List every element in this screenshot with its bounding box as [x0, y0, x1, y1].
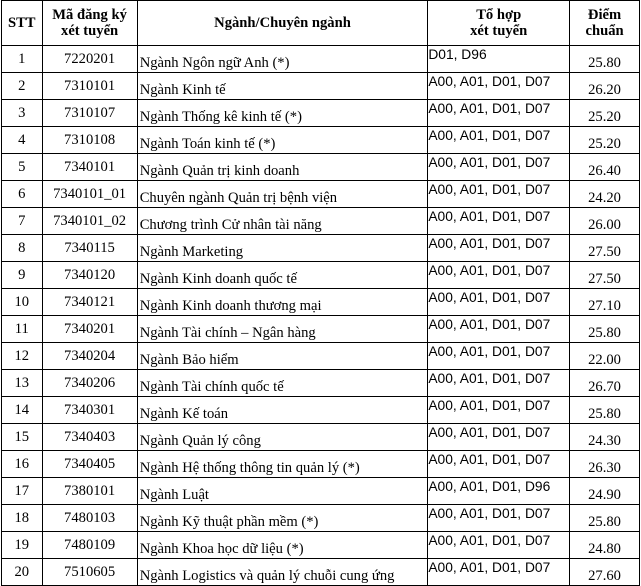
table-row	[2, 262, 640, 289]
table-row	[2, 532, 640, 559]
cell-cutoff-score: 26.30	[570, 451, 640, 478]
cell-major: Ngành Khoa học dữ liệu (*)	[137, 532, 428, 559]
cell-subject-combination: A00, A01, D01, D07	[428, 262, 570, 289]
table-row	[2, 370, 640, 397]
header-subject-combination	[428, 1, 570, 46]
cell-subject-combination: A00, A01, D01, D07	[428, 532, 570, 559]
cell-registration-code: 7380101	[42, 478, 137, 505]
cell-cutoff-score: 24.20	[570, 181, 640, 208]
cell-major: Ngành Bảo hiểm	[137, 343, 428, 370]
cell-registration-code: 7310107	[42, 100, 137, 127]
table-row	[2, 559, 640, 586]
cell-subject-combination: A00, A01, D01, D07	[428, 289, 570, 316]
header-tohop-line2: xét tuyển	[470, 23, 528, 39]
cell-cutoff-score: 24.80	[570, 532, 640, 559]
cell-registration-code: 7310108	[42, 127, 137, 154]
cell-major: Ngành Kế toán	[137, 397, 428, 424]
cell-stt: 18	[2, 505, 43, 532]
cell-stt: 16	[2, 451, 43, 478]
cell-registration-code: 7340115	[42, 235, 137, 262]
cell-cutoff-score: 27.50	[570, 235, 640, 262]
cell-major: Ngành Thống kê kinh tế (*)	[137, 100, 428, 127]
cell-major: Ngành Kỹ thuật phần mềm (*)	[137, 505, 428, 532]
cell-stt: 6	[2, 181, 43, 208]
cell-major: Ngành Kinh doanh thương mại	[137, 289, 428, 316]
cell-major: Ngành Luật	[137, 478, 428, 505]
cell-stt: 2	[2, 73, 43, 100]
cell-registration-code: 7310101	[42, 73, 137, 100]
cell-stt: 19	[2, 532, 43, 559]
cell-major: Ngành Quản trị kinh doanh	[137, 154, 428, 181]
cell-cutoff-score: 25.80	[570, 505, 640, 532]
cell-cutoff-score: 25.20	[570, 127, 640, 154]
cell-registration-code: 7340403	[42, 424, 137, 451]
table-row	[2, 154, 640, 181]
cell-subject-combination: A00, A01, D01, D07	[428, 343, 570, 370]
cell-subject-combination: A00, A01, D01, D07	[428, 127, 570, 154]
cell-major: Ngành Toán kinh tế (*)	[137, 127, 428, 154]
header-ma-line1: Mã đăng ký	[52, 7, 127, 23]
table-row	[2, 73, 640, 100]
cell-registration-code: 7510605	[42, 559, 137, 586]
cell-stt: 8	[2, 235, 43, 262]
cell-stt: 4	[2, 127, 43, 154]
cell-cutoff-score: 24.90	[570, 478, 640, 505]
table-row	[2, 100, 640, 127]
table-row	[2, 235, 640, 262]
cell-cutoff-score: 26.20	[570, 73, 640, 100]
cell-registration-code: 7340301	[42, 397, 137, 424]
cell-subject-combination: D01, D96	[428, 46, 570, 73]
cell-cutoff-score: 26.00	[570, 208, 640, 235]
cell-major: Ngành Quản lý công	[137, 424, 428, 451]
header-row	[2, 1, 640, 46]
table-row	[2, 316, 640, 343]
header-major: Ngành/Chuyên ngành	[137, 1, 428, 46]
cell-registration-code: 7340201	[42, 316, 137, 343]
cell-major: Ngành Tài chính quốc tế	[137, 370, 428, 397]
cell-subject-combination: A00, A01, D01, D07	[428, 235, 570, 262]
cell-stt: 1	[2, 46, 43, 73]
cell-stt: 13	[2, 370, 43, 397]
cell-registration-code: 7340120	[42, 262, 137, 289]
cell-registration-code: 7220201	[42, 46, 137, 73]
table-row	[2, 505, 640, 532]
cell-subject-combination: A00, A01, D01, D07	[428, 451, 570, 478]
cell-major: Chuyên ngành Quản trị bệnh viện	[137, 181, 428, 208]
table-row	[2, 181, 640, 208]
cell-subject-combination: A00, A01, D01, D07	[428, 397, 570, 424]
header-stt: STT	[2, 1, 43, 46]
cell-cutoff-score: 25.80	[570, 46, 640, 73]
cell-registration-code: 7340121	[42, 289, 137, 316]
cell-cutoff-score: 26.70	[570, 370, 640, 397]
cell-cutoff-score: 27.10	[570, 289, 640, 316]
cell-subject-combination: A00, A01, D01, D07	[428, 100, 570, 127]
table-row	[2, 208, 640, 235]
cell-stt: 9	[2, 262, 43, 289]
cell-stt: 3	[2, 100, 43, 127]
header-diem-line1: Điểm	[587, 7, 622, 23]
cell-stt: 12	[2, 343, 43, 370]
cell-major: Ngành Logistics và quản lý chuỗi cung ứng	[137, 559, 428, 586]
cell-major: Ngành Hệ thống thông tin quản lý (*)	[137, 451, 428, 478]
header-diem-line2: chuẩn	[585, 23, 624, 39]
table-row	[2, 343, 640, 370]
cell-stt: 11	[2, 316, 43, 343]
cell-registration-code: 7340101_02	[42, 208, 137, 235]
header-ma-line2: xét tuyển	[61, 23, 119, 39]
cell-registration-code: 7480103	[42, 505, 137, 532]
cell-registration-code: 7340405	[42, 451, 137, 478]
cell-cutoff-score: 26.40	[570, 154, 640, 181]
header-cutoff-score	[570, 1, 640, 46]
cell-stt: 14	[2, 397, 43, 424]
cell-stt: 15	[2, 424, 43, 451]
cell-registration-code: 7480109	[42, 532, 137, 559]
cell-cutoff-score: 22.00	[570, 343, 640, 370]
cell-major: Ngành Ngôn ngữ Anh (*)	[137, 46, 428, 73]
cell-major: Ngành Kinh doanh quốc tế	[137, 262, 428, 289]
cell-subject-combination: A00, A01, D01, D07	[428, 73, 570, 100]
cell-subject-combination: A00, A01, D01, D07	[428, 154, 570, 181]
cell-subject-combination: A00, A01, D01, D07	[428, 505, 570, 532]
cell-subject-combination: A00, A01, D01, D07	[428, 559, 570, 586]
cell-cutoff-score: 25.20	[570, 100, 640, 127]
admission-scores-table	[1, 0, 640, 586]
cell-cutoff-score: 25.80	[570, 316, 640, 343]
header-registration-code	[42, 1, 137, 46]
cell-stt: 5	[2, 154, 43, 181]
cell-cutoff-score: 25.80	[570, 397, 640, 424]
cell-stt: 20	[2, 559, 43, 586]
cell-stt: 7	[2, 208, 43, 235]
cell-major: Ngành Kinh tế	[137, 73, 428, 100]
table-row	[2, 46, 640, 73]
cell-subject-combination: A00, A01, D01, D07	[428, 316, 570, 343]
cell-subject-combination: A00, A01, D01, D07	[428, 370, 570, 397]
cell-subject-combination: A00, A01, D01, D07	[428, 424, 570, 451]
cell-cutoff-score: 24.30	[570, 424, 640, 451]
cell-subject-combination: A00, A01, D01, D07	[428, 181, 570, 208]
cell-major: Chương trình Cử nhân tài năng	[137, 208, 428, 235]
cell-registration-code: 7340204	[42, 343, 137, 370]
cell-registration-code: 7340101_01	[42, 181, 137, 208]
cell-subject-combination: A00, A01, D01, D07	[428, 208, 570, 235]
table-row	[2, 127, 640, 154]
table-row	[2, 478, 640, 505]
table-row	[2, 397, 640, 424]
cell-stt: 10	[2, 289, 43, 316]
cell-subject-combination: A00, A01, D01, D96	[428, 478, 570, 505]
cell-cutoff-score: 27.60	[570, 559, 640, 586]
table-body	[2, 46, 640, 586]
table-row	[2, 424, 640, 451]
cell-stt: 17	[2, 478, 43, 505]
cell-cutoff-score: 27.50	[570, 262, 640, 289]
header-tohop-line1: Tổ hợp	[476, 7, 522, 23]
cell-registration-code: 7340206	[42, 370, 137, 397]
cell-registration-code: 7340101	[42, 154, 137, 181]
table-row	[2, 289, 640, 316]
table-row	[2, 451, 640, 478]
cell-major: Ngành Tài chính – Ngân hàng	[137, 316, 428, 343]
cell-major: Ngành Marketing	[137, 235, 428, 262]
